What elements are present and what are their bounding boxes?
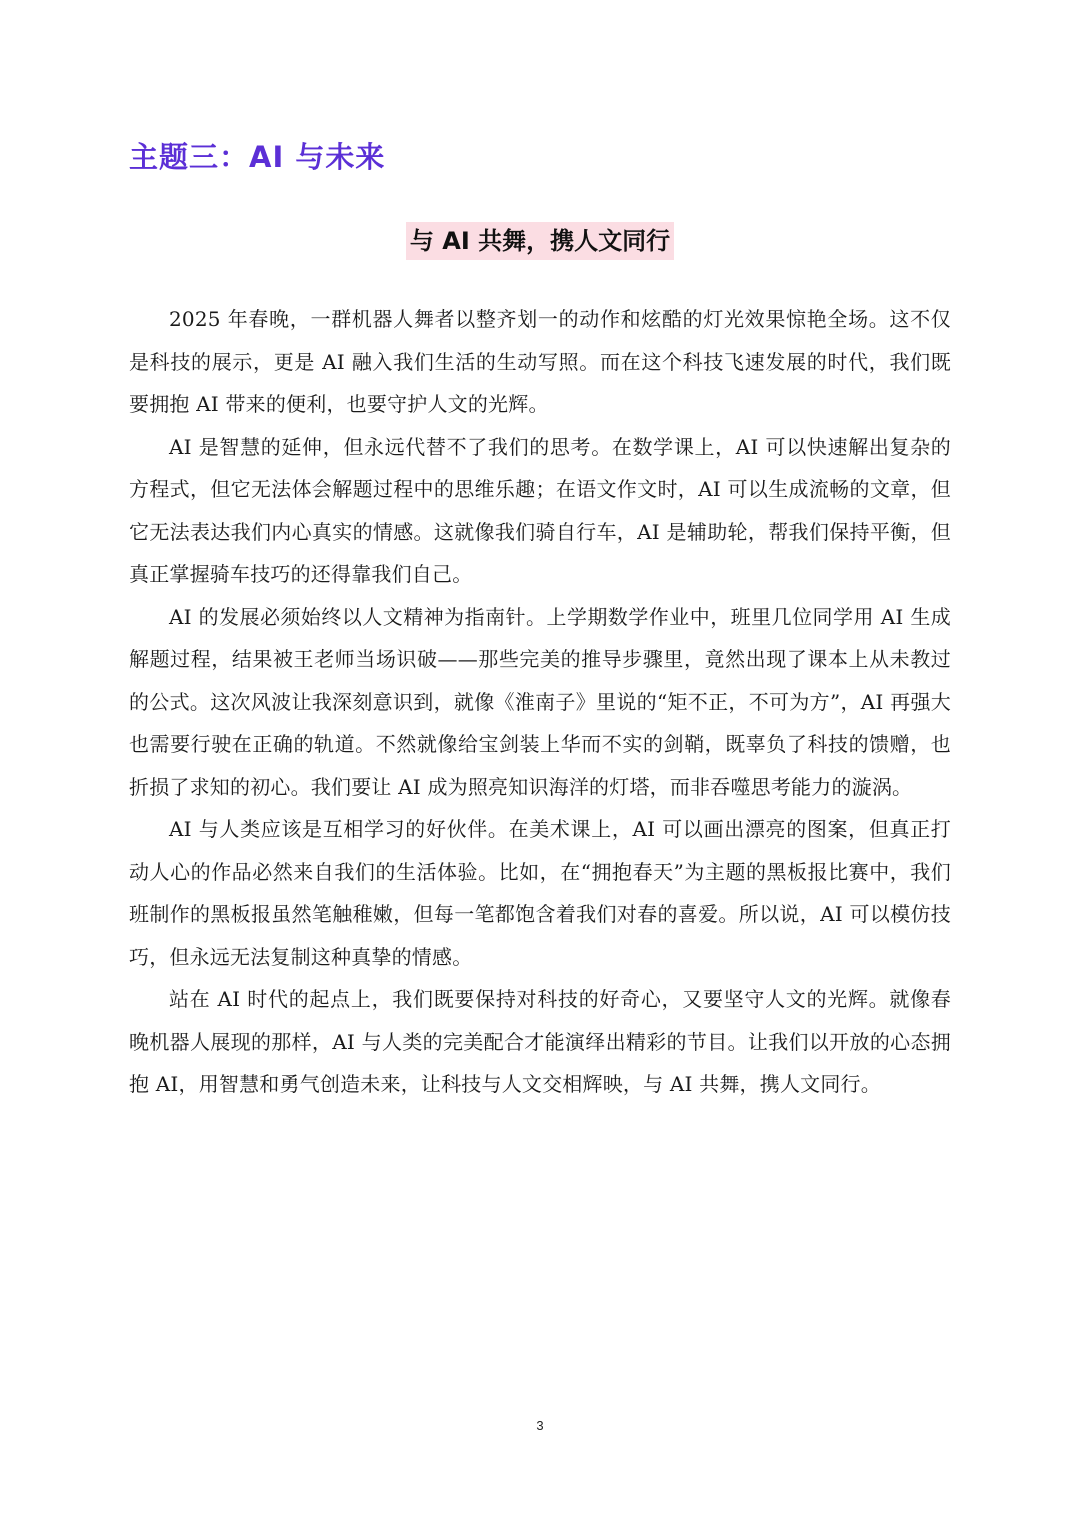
page-number: 3: [536, 1418, 544, 1433]
section-heading: 主题三：AI 与未来: [129, 140, 386, 174]
essay-title-container: [0, 222, 1080, 260]
essay-body: [129, 298, 951, 1106]
paragraph-5: 站在 AI 时代的起点上，我们既要保持对科技的好奇心，又要坚守人文的光辉。就像春晚机器人展现的那样，AI 与人类的完美配合才能演绎出精彩的节目。让我们以开放的心态拥抱 AI，用智慧和勇气创造未来，让科技与人文交相辉映，与 AI 共舞，携人文同行。: [129, 987, 951, 1096]
paragraph-4: AI 与人类应该是互相学习的好伙伴。在美术课上，AI 可以画出漂亮的图案，但真正打动人心的作品必然来自我们的生活体验。比如，在“拥抱春天”为主题的黑板报比赛中，我们班制作的黑板报虽然笔触稚嫩，但每一笔都饱含着我们对春的喜爱。所以说，AI 可以模仿技巧，但永远无法复制这种真挚的情感。: [129, 817, 951, 969]
paragraph-2: AI 是智慧的延伸，但永远代替不了我们的思考。在数学课上，AI 可以快速解出复杂的方程式，但它无法体会解题过程中的思维乐趣；在语文作文时，AI 可以生成流畅的文章，但它无法表达我们内心真实的情感。这就像我们骑自行车，AI 是辅助轮，帮我们保持平衡，但真正掌握骑车技巧的还得靠我们自己。: [129, 434, 951, 586]
paragraph-1: 2025 年春晚，一群机器人舞者以整齐划一的动作和炫酷的灯光效果惊艳全场。这不仅是科技的展示，更是 AI 融入我们生活的生动写照。而在这个科技飞速发展的时代，我们既要拥抱 AI 带来的便利，也要守护人文的光辉。: [129, 307, 951, 416]
paragraph-3: AI 的发展必须始终以人文精神为指南针。上学期数学作业中，班里几位同学用 AI 生成解题过程，结果被王老师当场识破——那些完美的推导步骤里，竟然出现了课本上从未教过的公式。这次风波让我深刻意识到，就像《淮南子》里说的“矩不正，不可为方”，AI 再强大也需要行驶在正确的轨道。不然就像给宝剑装上华而不实的剑鞘，既辜负了科技的馈赠，也折损了求知的初心。我们要让 AI 成为照亮知识海洋的灯塔，而非吞噬思考能力的漩涡。: [129, 604, 951, 799]
essay-title: 与 AI 共舞，携人文同行: [406, 222, 674, 260]
